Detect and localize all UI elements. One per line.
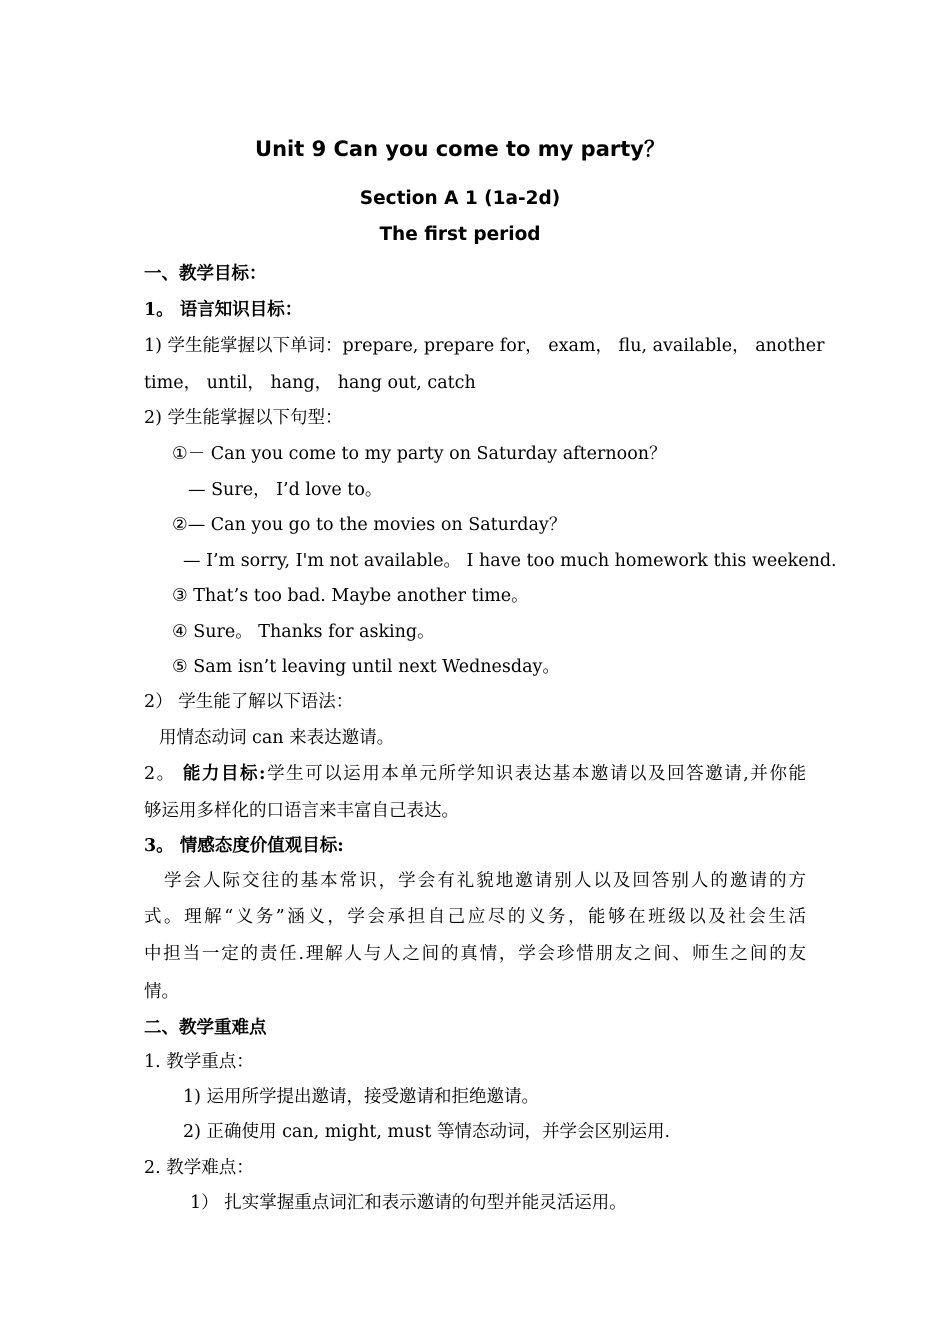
- ability-prefix: 2。: [144, 764, 183, 784]
- sentence-pattern-item: — Sure， I’d love to。: [188, 480, 383, 500]
- ability-objective-line-1: [144, 762, 806, 786]
- vocabulary-line-2: time， until， hang， hang out, catch: [144, 373, 476, 393]
- key-point-item: 2) 正确使用 can, might, must 等情态动词，并学会区别运用.: [183, 1122, 671, 1142]
- vocabulary-line-1: 1) 学生能掌握以下单词：prepare, prepare for， exam， flu, available， another: [144, 336, 825, 356]
- sentence-pattern-item: ③ That’s too bad. Maybe another time。: [172, 586, 529, 606]
- sentence-pattern-item: ④ Sure。 Thanks for asking。: [172, 622, 435, 642]
- ability-text: 学生可以运用本单元所学知识表达基本邀请以及回答邀请,并你能: [265, 764, 806, 784]
- difficult-points-heading: 2. 教学难点：: [144, 1158, 254, 1178]
- language-knowledge-heading: 1。 语言知识目标：: [144, 300, 303, 320]
- sentence-pattern-item: ②— Can you go to the movies on Saturday？: [172, 515, 567, 535]
- emotion-objective-line: 情。: [144, 982, 179, 1002]
- grammar-heading: 2） 学生能了解以下语法：: [144, 692, 354, 712]
- sentence-pattern-item: ①－ Can you come to my party on Saturday afternoon？: [172, 444, 667, 464]
- ability-objective-line-2: 够运用多样化的口语言来丰富自己表达。: [144, 801, 459, 821]
- difficult-point-item: 1） 扎实掌握重点词汇和表示邀请的句型并能灵活运用。: [190, 1193, 627, 1213]
- document-title: Unit 9 Can you come to my party？: [255, 137, 665, 161]
- sentence-pattern-item: — I’m sorry, I'm not available。 I have too much homework this weekend.: [183, 551, 837, 571]
- key-points-heading: 1. 教学重点：: [144, 1052, 254, 1072]
- grammar-text: 用情态动词 can 来表达邀请。: [159, 728, 395, 748]
- teaching-objectives-heading: 一、教学目标：: [144, 264, 267, 284]
- emotion-objective-line: 中担当一定的责任.理解人与人之间的真情，学会珍惜朋友之间、师生之间的友: [144, 944, 806, 964]
- period-subtitle: The first period: [379, 224, 541, 245]
- ability-label: 能力目标:: [182, 764, 266, 784]
- key-difficult-points-heading: 二、教学重难点: [144, 1018, 267, 1038]
- section-subtitle: Section A 1 (1a-2d): [359, 188, 561, 209]
- key-point-item: 1) 运用所学提出邀请，接受邀请和拒绝邀请。: [183, 1087, 540, 1107]
- emotion-objective-heading: 3。 情感态度价值观目标:: [144, 836, 344, 856]
- sentence-patterns-heading: 2) 学生能掌握以下句型：: [144, 408, 343, 428]
- sentence-pattern-item: ⑤ Sam isn’t leaving until next Wednesday。: [172, 657, 560, 677]
- emotion-objective-line: 式。理解“义务”涵义，学会承担自己应尽的义务，能够在班级以及社会生活: [144, 907, 806, 927]
- emotion-objective-line: 学会人际交往的基本常识，学会有礼貌地邀请别人以及回答别人的邀请的方: [164, 871, 806, 891]
